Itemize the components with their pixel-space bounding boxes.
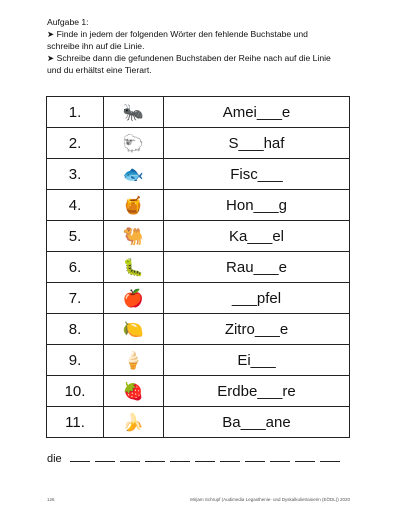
row-picture	[104, 159, 164, 190]
apple-icon: 🍎	[122, 288, 145, 308]
row-picture	[104, 407, 164, 438]
footer-credit: Mirjam Schrupf (Audimedia Legasthenie- und Dyskalkulietrainerin (EÖDL)) 2020	[190, 497, 350, 502]
answer-blank[interactable]	[70, 451, 90, 462]
sheep-icon: 🐑	[122, 133, 145, 153]
answer-blank[interactable]	[120, 451, 140, 462]
answer-blank[interactable]	[195, 451, 215, 462]
row-word: ___pfel	[164, 283, 350, 314]
answer-blank[interactable]	[220, 451, 240, 462]
instructions	[47, 16, 367, 76]
row-picture	[104, 97, 164, 128]
instruction-line-2: schreibe ihn auf die Linie.	[47, 41, 145, 51]
word-table	[46, 96, 350, 438]
row-number: 1.	[47, 97, 104, 128]
row-picture	[104, 314, 164, 345]
caterpillar-icon: 🐛	[122, 257, 145, 277]
row-number: 3.	[47, 159, 104, 190]
row-picture	[104, 376, 164, 407]
answer-blank[interactable]	[170, 451, 190, 462]
row-number: 2.	[47, 128, 104, 159]
table-row	[47, 190, 350, 221]
table-row	[47, 376, 350, 407]
table-row	[47, 283, 350, 314]
row-word: Rau___e	[164, 252, 350, 283]
row-number: 8.	[47, 314, 104, 345]
answer-blank[interactable]	[270, 451, 290, 462]
answer-line	[47, 451, 345, 465]
instruction-line-1: ➤ Finde in jedem der folgenden Wörter den fehlende Buchstabe und	[47, 29, 308, 39]
row-word: Ba___ane	[164, 407, 350, 438]
table-row	[47, 314, 350, 345]
instruction-line-4: und du erhältst eine Tierart.	[47, 65, 152, 75]
row-word: S___haf	[164, 128, 350, 159]
answer-blank[interactable]	[145, 451, 165, 462]
row-number: 4.	[47, 190, 104, 221]
row-word: Erdbe___re	[164, 376, 350, 407]
table-row	[47, 407, 350, 438]
row-number: 7.	[47, 283, 104, 314]
answer-blank[interactable]	[320, 451, 340, 462]
row-number: 6.	[47, 252, 104, 283]
row-word: Ei___	[164, 345, 350, 376]
table-row	[47, 128, 350, 159]
ice-cream-icon: 🍦	[122, 350, 145, 370]
ant-icon: 🐜	[122, 102, 145, 122]
honey-pot-icon: 🍯	[122, 195, 145, 215]
table-row	[47, 345, 350, 376]
row-picture	[104, 283, 164, 314]
answer-blank[interactable]	[95, 451, 115, 462]
fish-icon: 🐟	[122, 164, 145, 184]
row-number: 5.	[47, 221, 104, 252]
strawberry-icon: 🍓	[122, 381, 145, 401]
answer-blank[interactable]	[245, 451, 265, 462]
table-row	[47, 159, 350, 190]
row-word: Zitro___e	[164, 314, 350, 345]
answer-blank[interactable]	[295, 451, 315, 462]
answer-label: die	[47, 453, 62, 465]
row-picture	[104, 190, 164, 221]
row-number: 11.	[47, 407, 104, 438]
row-picture	[104, 221, 164, 252]
answer-blanks	[70, 451, 345, 462]
task-title: Aufgabe 1:	[47, 17, 89, 27]
table-row	[47, 252, 350, 283]
row-number: 10.	[47, 376, 104, 407]
table-row	[47, 97, 350, 128]
instruction-line-3: ➤ Schreibe dann die gefundenen Buchstaben der Reihe nach auf die Linie	[47, 53, 331, 63]
row-word: Fisc___	[164, 159, 350, 190]
banana-icon: 🍌	[122, 412, 145, 432]
table-row	[47, 221, 350, 252]
row-word: Ka___el	[164, 221, 350, 252]
row-number: 9.	[47, 345, 104, 376]
row-picture	[104, 252, 164, 283]
page-number: 126	[47, 497, 55, 502]
row-word: Amei___e	[164, 97, 350, 128]
lemon-icon: 🍋	[122, 319, 145, 339]
row-word: Hon___g	[164, 190, 350, 221]
row-picture	[104, 128, 164, 159]
row-picture	[104, 345, 164, 376]
camel-icon: 🐫	[122, 226, 145, 246]
